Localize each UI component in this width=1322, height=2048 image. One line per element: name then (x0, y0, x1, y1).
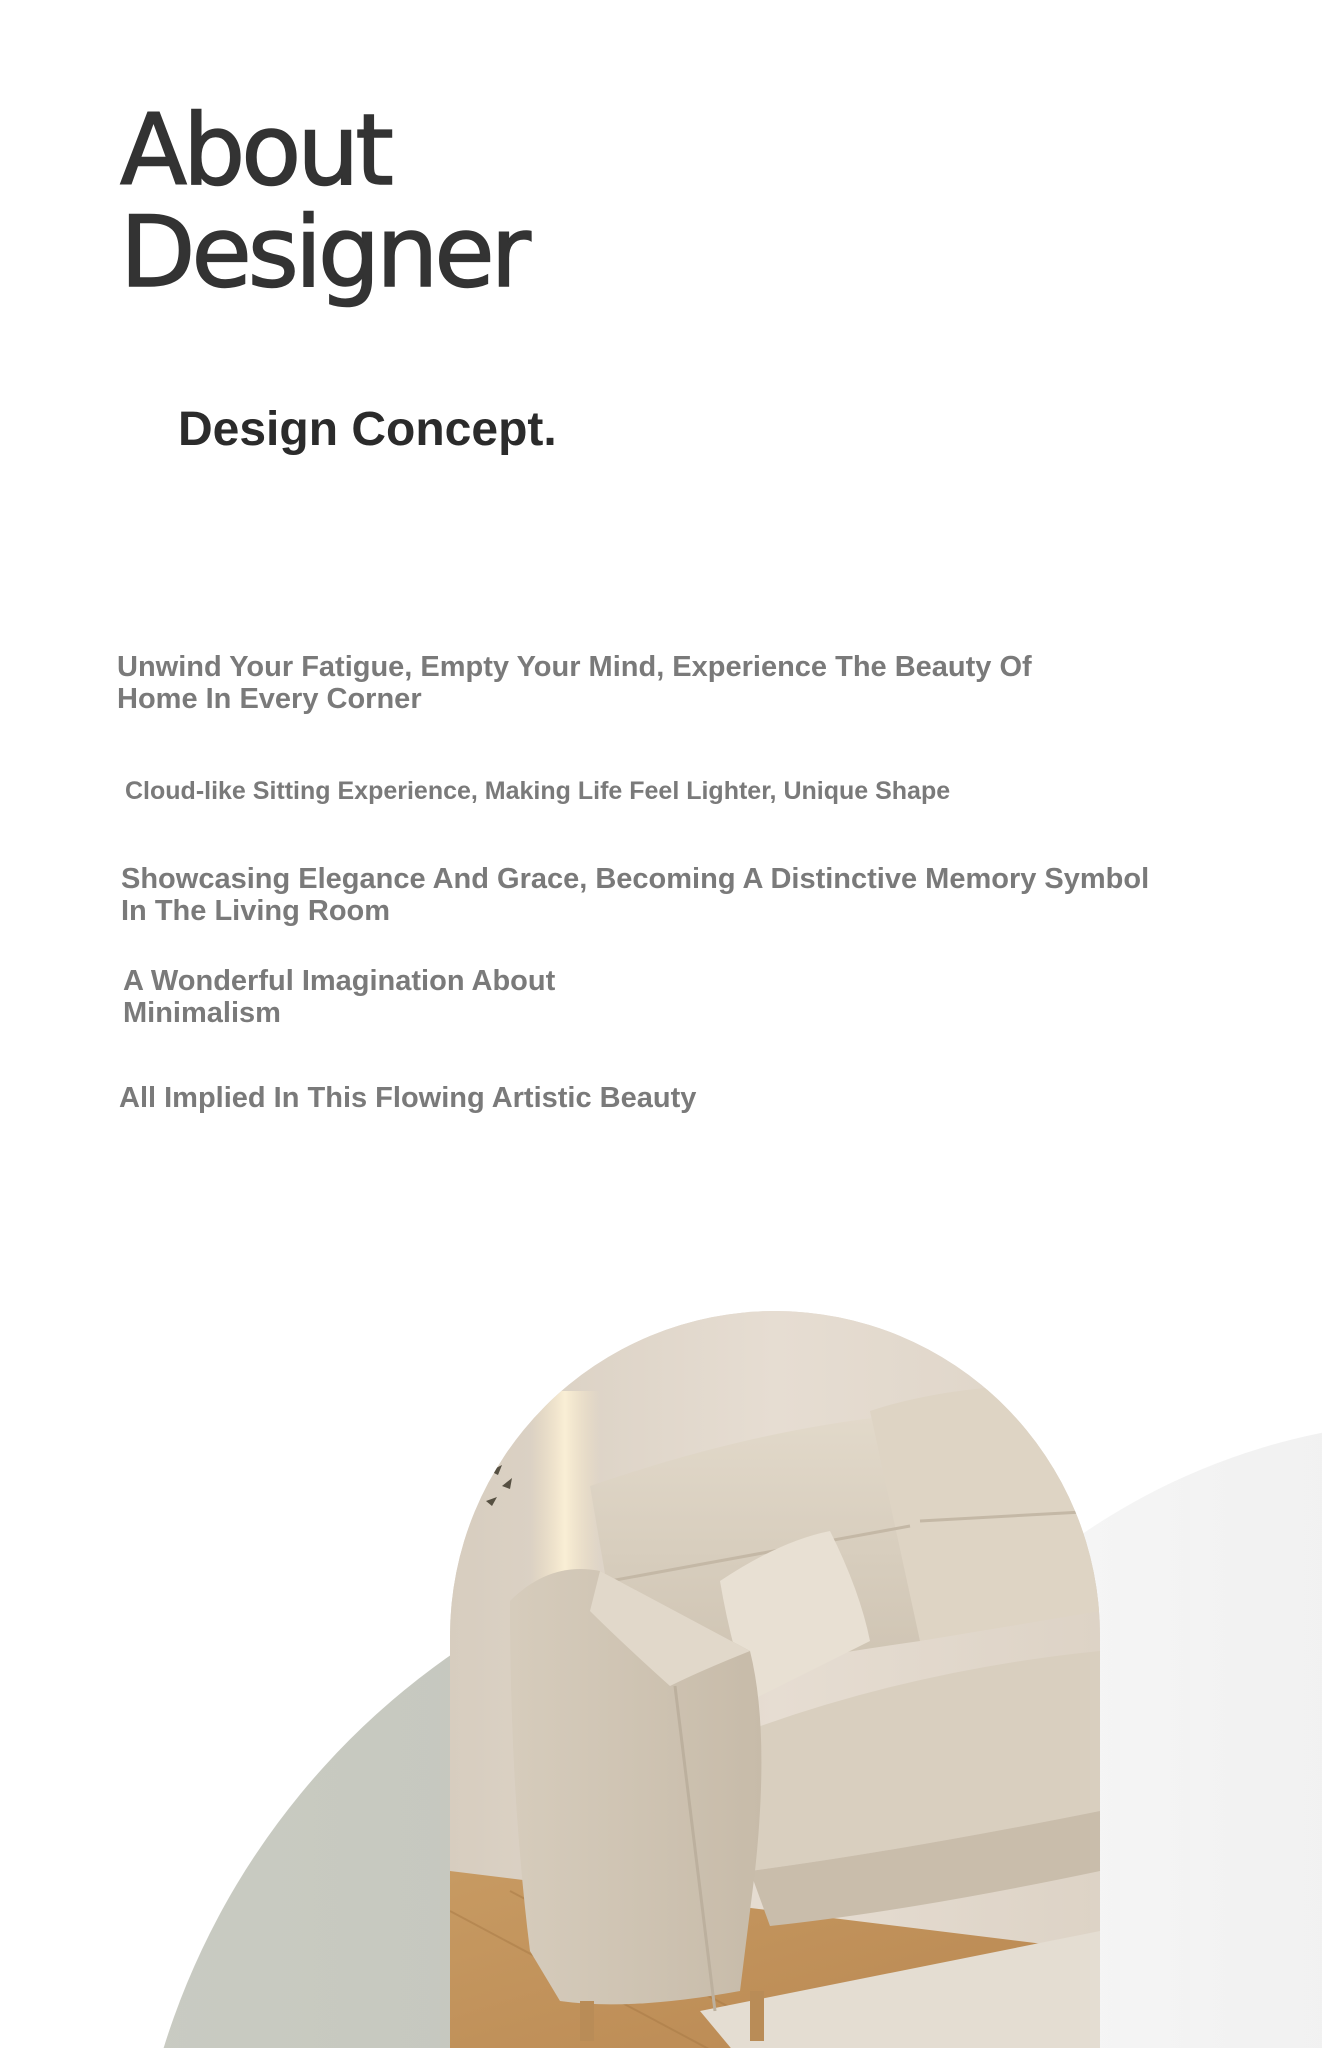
title-line-2: Designer (120, 196, 527, 310)
about-designer-title (120, 94, 527, 310)
statement-text: Cloud-like Sitting Experience, Making Life Feel Lighter, Unique Shape (125, 777, 951, 805)
sofa-image (450, 1311, 1100, 2048)
design-concept-heading: Design Concept. (178, 403, 557, 456)
statement-text: All Implied In This Flowing Artistic Beauty (119, 1082, 697, 1114)
statement-text: A Wonderful Imagination About Minimalism (123, 965, 556, 1029)
statement-text: Showcasing Elegance And Grace, Becoming A Distinctive Memory Symbol In The Living Room (121, 863, 1150, 927)
statement-text: Unwind Your Fatigue, Empty Your Mind, Experience The Beauty Of Home In Every Corner (117, 651, 1032, 715)
title-line-1: About (120, 94, 390, 208)
